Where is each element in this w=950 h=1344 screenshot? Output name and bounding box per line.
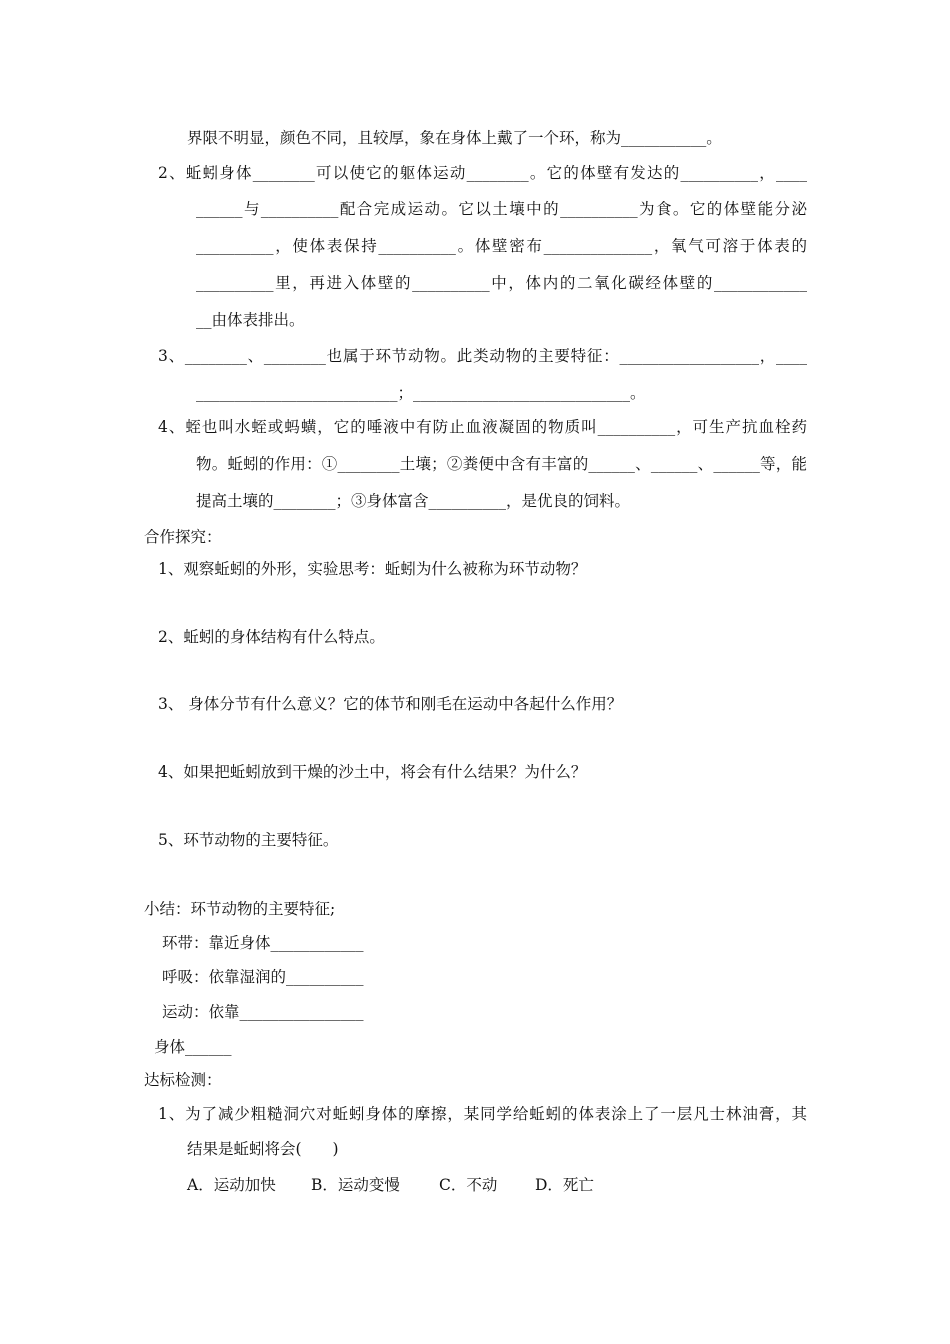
fill-question-4-line-2: 物。蚯蚓的作用：①________土壤；②粪便中含有丰富的______、______、______等，能: [196, 455, 807, 473]
summary-heading: 小结：环节动物的主要特征;: [144, 900, 336, 918]
test-question-1-line-2: 结果是蚯蚓将会( ): [187, 1140, 339, 1158]
test-option-b: B．运动变慢: [311, 1176, 400, 1194]
fill-question-2-line-5: __由体表排出。: [196, 311, 305, 329]
fill-question-4-line-3: 提高土壤的________；③身体富含__________，是优良的饲料。: [196, 492, 631, 510]
fill-question-2-line-3: __________，使体表保持__________。体壁密布______________，氧气可溶于体表的: [196, 237, 807, 255]
test-heading: 达标检测：: [144, 1071, 222, 1089]
explore-heading: 合作探究：: [144, 528, 222, 546]
fill-question-4-line-1: 4、蛭也叫水蛭或蚂蟥，它的唾液中有防止血液凝固的物质叫__________，可生产抗血栓药: [158, 418, 807, 436]
summary-breath: 呼吸：依靠湿润的__________: [162, 968, 364, 986]
explore-question-5: 5、环节动物的主要特征。: [158, 831, 339, 849]
explore-question-1: 1、观察蚯蚓的外形，实验思考：蚯蚓为什么被称为环节动物？: [158, 560, 587, 578]
fill-question-3-line-1: 3、________、________也属于环节动物。此类动物的主要特征：__________________，____: [158, 347, 807, 365]
test-option-c: C．不动: [439, 1176, 498, 1194]
summary-ring: 环带：靠近身体____________: [162, 934, 364, 952]
test-question-1-line-1: 1、为了减少粗糙洞穴对蚯蚓身体的摩擦，某同学给蚯蚓的体表涂上了一层凡士林油膏，其: [158, 1105, 807, 1123]
explore-question-2: 2、蚯蚓的身体结构有什么特点。: [158, 628, 385, 646]
fill-question-2-line-1: 2、蚯蚓身体________可以使它的躯体运动________。它的体壁有发达的__________，____: [158, 164, 807, 182]
fill-line-1: 界限不明显，颜色不同，且较厚，象在身体上戴了一个环，称为___________。: [187, 129, 722, 147]
explore-question-3: 3、 身体分节有什么意义？它的体节和刚毛在运动中各起什么作用？: [158, 695, 623, 713]
fill-question-2-line-4: __________里，再进入体壁的__________中，体内的二氧化碳经体壁的____________: [196, 274, 807, 292]
test-option-d: D．死亡: [535, 1176, 594, 1194]
summary-move: 运动：依靠________________: [162, 1003, 364, 1021]
summary-body: 身体______: [154, 1038, 232, 1056]
explore-question-4: 4、如果把蚯蚓放到干燥的沙土中，将会有什么结果？为什么？: [158, 763, 587, 781]
test-option-a: A．运动加快: [187, 1176, 276, 1194]
fill-question-2-line-2: ______与__________配合完成运动。它以土壤中的__________为食。它的体壁能分泌: [196, 200, 807, 218]
fill-question-3-line-2: __________________________；____________________________。: [196, 384, 646, 402]
